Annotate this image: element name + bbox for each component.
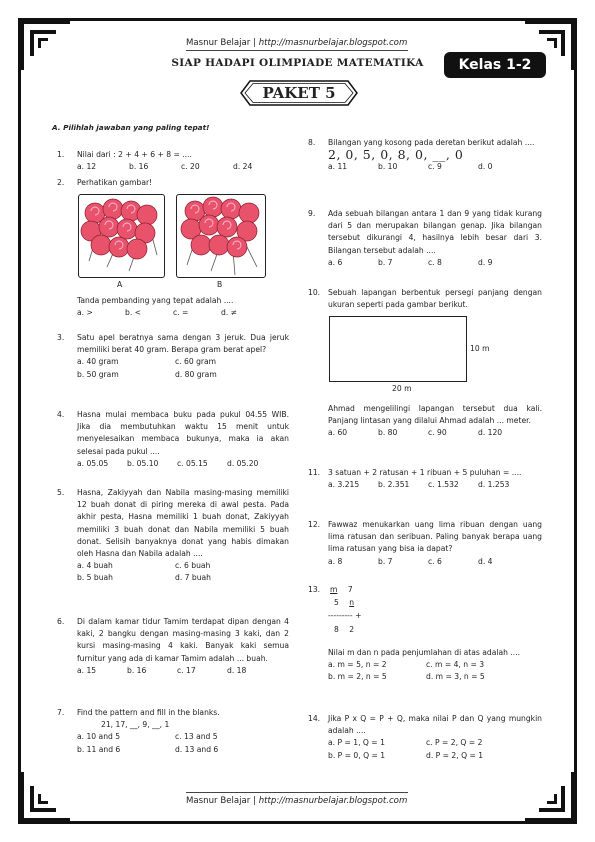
question-number: 12. — [308, 520, 321, 529]
digit-5: 5 — [334, 598, 339, 607]
options — [328, 479, 542, 491]
digit-7: 7 — [347, 585, 353, 594]
option-c[interactable]: c. 1.532 — [428, 480, 459, 490]
frame-edge-top — [70, 18, 525, 21]
question-text: Nilai dari : 2 + 4 + 6 + 8 = .... — [77, 150, 192, 159]
option-a[interactable]: a. m = 5, n = 2 — [328, 660, 387, 670]
option-a[interactable]: a. 6 — [328, 257, 343, 267]
frame-edge-right — [574, 70, 577, 772]
digit-m: m — [330, 585, 338, 594]
option-a[interactable]: a. 12 — [77, 162, 97, 172]
question-number: 6. — [57, 617, 65, 626]
option-a[interactable]: a. 10 and 5 — [77, 732, 121, 742]
header-author: Masnur Belajar — [186, 38, 251, 48]
question-text: Perhatikan gambar! — [77, 178, 153, 187]
question-text: Satu apel beratnya sama dengan 3 jeruk. Dua jeruk memiliki berat 40 gram. Berapa gram berat apel? — [77, 333, 289, 355]
option-d[interactable]: d. 120 — [478, 428, 503, 438]
question-text: Find the pattern and fill in the blanks. — [77, 708, 220, 717]
options — [77, 458, 289, 470]
options — [328, 427, 542, 439]
question-number: 4. — [57, 410, 65, 419]
number-sequence: 2, 0, 5, 0, 8, 0, __, 0 — [328, 147, 464, 163]
option-a[interactable]: a. 3.215 — [328, 480, 360, 490]
question-number: 7. — [57, 708, 65, 717]
options — [328, 161, 542, 173]
options-row-2 — [77, 369, 289, 381]
question-10-prompt — [328, 403, 542, 440]
digit-n: n — [349, 598, 355, 607]
option-c[interactable]: c. 6 buah — [175, 561, 211, 571]
option-b[interactable]: b. 05.10 — [127, 458, 159, 468]
footer-url[interactable]: http://masnurbelajar.blogspot.com — [258, 796, 408, 806]
question-text: Jika P x Q = P + Q, maka nilai P dan Q yang mungkin adalah .... — [328, 714, 542, 736]
field-width-label: 20 m — [392, 384, 412, 393]
option-b[interactable]: b. 11 and 6 — [77, 744, 121, 754]
question-number: 1. — [57, 150, 65, 159]
options — [328, 257, 542, 269]
question-text: Nilai m dan n pada penjumlahan di atas adalah .... — [328, 648, 521, 657]
option-b[interactable]: b. 7 — [378, 556, 393, 566]
paket-banner — [240, 80, 358, 106]
option-b[interactable]: b. 5 buah — [77, 573, 113, 583]
option-c[interactable]: c. 6 — [428, 556, 442, 566]
question-number: 11. — [308, 468, 321, 477]
options-row-1 — [77, 560, 289, 572]
question-text: Hasna, Zakiyyah dan Nabila masing-masing memiliki 12 buah donat di piring mereka di awal pesta. Pada akhir pesta, Hasna memiliki 1 buah donat, Zakiyyah memiliki 3 buah donat dan Nabila memiliki 5 buah donat. Selisih banyaknya donat yang habis dimakan oleh Hasna dan Nabila adalah .... — [77, 488, 289, 559]
question-number: 9. — [308, 209, 316, 218]
option-d[interactable]: d. 18 — [227, 665, 247, 675]
question-text: Ada sebuah bilangan antara 1 dan 9 yang tidak kurang dari 5 dan merupakan bilangan genap. Jika bilangan tersebut dikurangi 4, hasilnya lebih besar dari 3. Bilangan tersebut adalah .... — [328, 209, 542, 255]
option-d[interactable]: d. 05.20 — [227, 458, 259, 468]
option-d[interactable]: d. 1.253 — [478, 480, 510, 490]
question-text: Bilangan yang kosong pada deretan berikut adalah .... — [328, 138, 535, 147]
option-a[interactable]: a. 4 buah — [77, 561, 113, 571]
options-row-2 — [77, 572, 289, 584]
options — [77, 665, 289, 677]
footer-author: Masnur Belajar — [186, 796, 251, 806]
footer-rule — [186, 792, 408, 793]
option-b[interactable]: b. < — [125, 308, 142, 318]
option-c[interactable]: c. = — [173, 308, 189, 318]
option-c[interactable]: c. P = 2, Q = 2 — [426, 738, 483, 748]
option-d[interactable]: d. 4 — [478, 556, 493, 566]
question-number: 8. — [308, 138, 316, 147]
lollipop-box-a — [78, 194, 165, 278]
frame-corner-bottom-right — [525, 772, 577, 824]
question-2-prompt — [77, 295, 289, 319]
footer-separator: | — [253, 796, 256, 806]
section-instruction: A. Pilihlah jawaban yang paling tepat! — [52, 123, 210, 132]
option-a[interactable]: a. P = 1, Q = 1 — [328, 738, 385, 748]
option-c[interactable]: c. 05.15 — [177, 458, 208, 468]
frame-corner-bottom-left — [18, 772, 70, 824]
addition-result — [334, 624, 374, 636]
options-row-2 — [328, 671, 542, 683]
option-d[interactable]: d. 80 gram — [175, 369, 217, 379]
question-text: Sebuah lapangan berbentuk persegi panjang dengan ukuran seperti pada gambar berikut. — [328, 288, 542, 310]
frame-edge-left — [18, 70, 21, 772]
footer-source — [186, 796, 407, 806]
question-number: 2. — [57, 178, 65, 187]
options — [77, 161, 289, 173]
options-row-2 — [328, 750, 542, 762]
option-a[interactable]: a. 60 — [328, 428, 348, 438]
option-d[interactable]: d. 9 — [478, 257, 493, 267]
header-source — [186, 38, 407, 48]
lollipop-cluster-b — [177, 195, 265, 277]
option-b[interactable]: b. m = 2, n = 5 — [328, 672, 387, 682]
question-text: Ahmad mengelilingi lapangan tersebut dua kali. Panjang lintasan yang dilalui Ahmad adalah ... meter. — [328, 404, 542, 426]
paket-label: PAKET 5 — [262, 84, 336, 102]
question-text: Hasna mulai membaca buku pada pukul 04.55 WIB. Jika dia membutuhkan waktu 15 menit untuk menyelesaikan membaca bukunya, maka ia akan selesai pada pukul .... — [77, 410, 289, 456]
option-d[interactable]: d. ≠ — [221, 308, 238, 318]
question-number: 3. — [57, 333, 65, 342]
grade-badge: Kelas 1-2 — [444, 52, 546, 78]
digit-2: 2 — [349, 625, 355, 634]
option-b[interactable]: b. 80 — [378, 428, 398, 438]
option-d[interactable]: d. 24 — [233, 162, 253, 172]
option-c[interactable]: c. 17 — [177, 665, 196, 675]
label-a: A — [117, 280, 123, 289]
addition-row-2 — [334, 597, 374, 609]
lollipop-box-b — [176, 194, 266, 278]
option-d[interactable]: d. 0 — [478, 162, 493, 172]
question-text: Fawwaz menukarkan uang lima ribuan dengan uang lima ratusan dan seribuan. Paling banyak berapa uang lima ratusan yang bisa ia dapat? — [328, 520, 542, 554]
option-c[interactable]: c. 20 — [181, 162, 200, 172]
option-c[interactable]: c. 13 and 5 — [175, 732, 218, 742]
option-b[interactable]: b. P = 0, Q = 1 — [328, 750, 386, 760]
options — [77, 307, 289, 319]
options — [328, 556, 542, 568]
option-b[interactable]: b. 16 — [129, 162, 149, 172]
option-d[interactable]: d. m = 3, n = 5 — [426, 672, 485, 682]
option-a[interactable]: a. 8 — [328, 556, 343, 566]
option-a[interactable]: a. > — [77, 308, 93, 318]
option-d[interactable]: d. 7 buah — [175, 573, 211, 583]
options-row-1 — [77, 731, 289, 743]
option-b[interactable]: b. 50 gram — [77, 369, 119, 379]
question-text: Tanda pembanding yang tepat adalah .... — [77, 296, 234, 305]
header-rule — [186, 50, 408, 51]
option-a[interactable]: a. 40 gram — [77, 357, 119, 367]
option-b[interactable]: b. 16 — [127, 665, 147, 675]
header-url[interactable]: http://masnurbelajar.blogspot.com — [258, 38, 408, 48]
question-text: 3 satuan + 2 ratusan + 1 ribuan + 5 puluhan = .... — [328, 468, 522, 477]
page-title: SIAP HADAPI OLIMPIADE MATEMATIKA — [171, 57, 424, 69]
option-c[interactable]: c. 60 gram — [175, 357, 217, 367]
options-row-1 — [77, 356, 289, 368]
option-a[interactable]: a. 11 — [328, 162, 348, 172]
frame-edge-bottom — [70, 821, 525, 824]
option-b[interactable]: b. 2.351 — [378, 480, 410, 490]
addition-row-1 — [330, 584, 370, 596]
option-c[interactable]: c. 9 — [428, 162, 442, 172]
option-c[interactable]: c. 8 — [428, 257, 442, 267]
question-text: Di dalam kamar tidur Tamim terdapat dipan dengan 4 kaki, 2 bangku dengan masing-masing 3 kaki, dan 2 kursi masing-masing 4 kaki. Banyak kaki semua furnitur yang ada di kamar Tamim adalah ... buah. — [77, 617, 289, 663]
number-sequence: 21, 17, __, 9, __, 1 — [101, 720, 170, 730]
options-row-2 — [77, 744, 289, 756]
addition-line: --------- + — [328, 611, 362, 620]
lollipop-cluster-a — [79, 195, 164, 277]
digit-8: 8 — [334, 625, 339, 634]
header-separator: | — [253, 38, 256, 48]
field-rectangle — [329, 316, 467, 382]
option-a[interactable]: a. 05.05 — [77, 458, 109, 468]
option-d[interactable]: d. P = 2, Q = 1 — [426, 750, 484, 760]
field-height-label: 10 m — [470, 344, 490, 353]
option-d[interactable]: d. 13 and 6 — [175, 744, 219, 754]
option-c[interactable]: c. 90 — [428, 428, 447, 438]
question-number: 10. — [308, 288, 321, 297]
option-a[interactable]: a. 15 — [77, 665, 97, 675]
options-row-1 — [328, 659, 542, 671]
question-number: 13. — [308, 585, 321, 594]
label-b: B — [217, 280, 223, 289]
question-number: 5. — [57, 488, 65, 497]
option-b[interactable]: b. 10 — [378, 162, 398, 172]
options-row-1 — [328, 737, 542, 749]
option-c[interactable]: c. m = 4, n = 3 — [426, 660, 485, 670]
question-number: 14. — [308, 714, 321, 723]
option-b[interactable]: b. 7 — [378, 257, 393, 267]
